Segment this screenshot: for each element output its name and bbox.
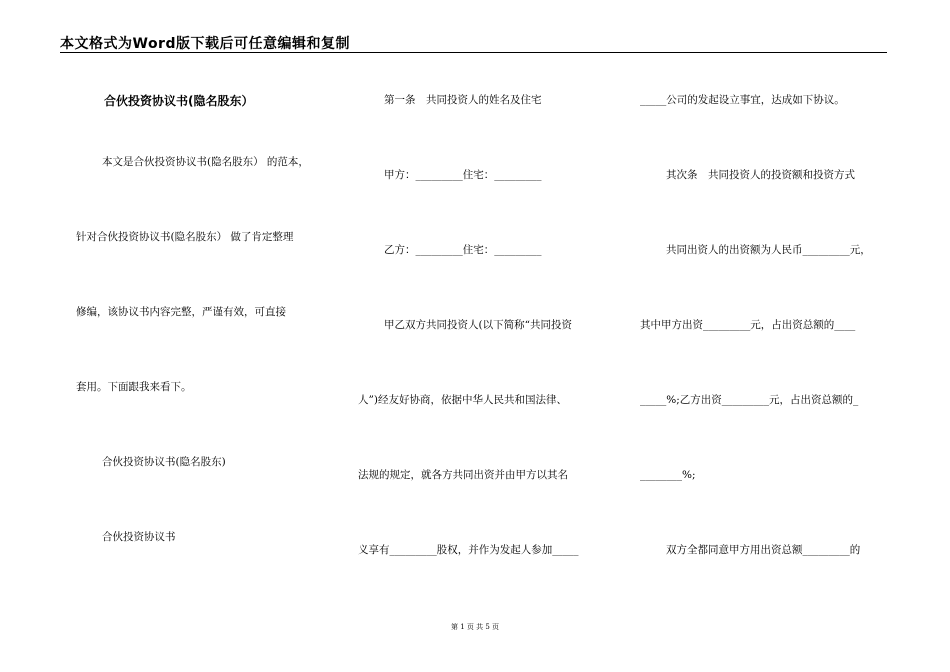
col3-line-1: _____公司的发起设立事宜，达成如下协议。 xyxy=(640,94,845,106)
col1-line-5: 合伙投资协议书(隐名股东) xyxy=(102,456,226,468)
header-rule xyxy=(60,52,887,53)
col2-line-7: 义享有_________股权，并作为发起人参加_____ xyxy=(358,544,579,556)
col3-line-4: 其中甲方出资_________元，占出资总额的____ xyxy=(640,319,856,331)
col1-line-1: 本文是合伙投资协议书(隐名股东） 的范本， xyxy=(102,156,309,168)
col2-line-3: 乙方：_________住宅：_________ xyxy=(384,244,542,256)
page-header: 本文格式为Word版下载后可任意编辑和复制 xyxy=(60,36,350,52)
page-number-footer: 第 1 页 共 5 页 xyxy=(450,623,500,631)
col2-line-1: 第一条 共同投资人的姓名及住宅 xyxy=(384,94,542,106)
col1-line-6: 合伙投资协议书 xyxy=(102,531,176,543)
col3-line-5: _____%;乙方出资_________元，占出资总额的_ xyxy=(640,394,859,406)
col3-line-6: ________%; xyxy=(640,469,696,481)
document-title: 合伙投资协议书(隐名股东） xyxy=(104,94,254,108)
col1-line-3: 修编，该协议书内容完整，严谨有效，可直接 xyxy=(76,306,286,318)
col1-line-4: 套用。下面跟我来看下。 xyxy=(76,381,192,393)
col2-line-2: 甲方：_________住宅：_________ xyxy=(384,169,542,181)
col2-line-4: 甲乙双方共同投资人(以下简称“共同投资 xyxy=(384,319,572,331)
col3-line-3: 共同出资人的出资额为人民币_________元， xyxy=(666,244,871,256)
col2-line-6: 法规的规定，就各方共同出资并由甲方以其名 xyxy=(358,469,568,481)
col3-line-2: 其次条 共同投资人的投资额和投资方式 xyxy=(666,169,855,181)
col2-line-5: 人”)经友好协商，依据中华人民共和国法律、 xyxy=(358,394,567,406)
col1-line-2: 针对合伙投资协议书(隐名股东） 做了肯定整理 xyxy=(76,231,294,243)
col3-line-7: 双方全都同意甲方用出资总额_________的 xyxy=(666,544,861,556)
